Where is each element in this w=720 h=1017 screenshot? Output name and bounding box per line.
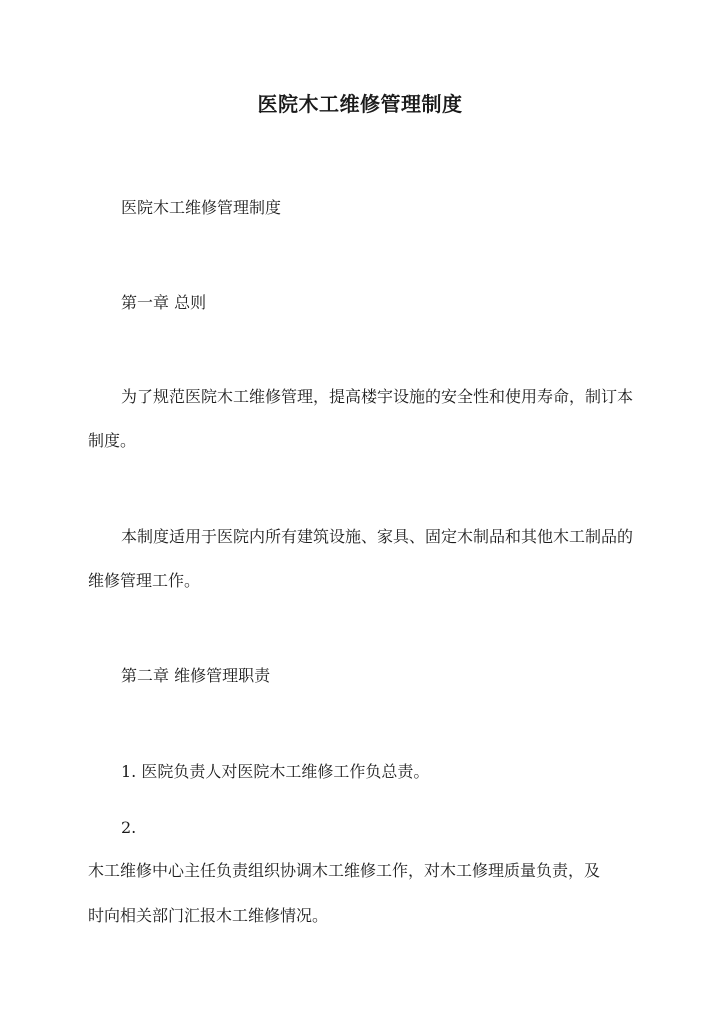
paragraph-purpose: 为了规范医院木工维修管理，提高楼宇设施的安全性和使用寿命，制订本制度。 [88,387,634,450]
chapter-1-heading: 第一章 总则 [121,293,207,312]
document-subtitle: 医院木工维修管理制度 [121,198,282,217]
list-item-2-number: 2. [121,818,137,837]
list-item-2-line-1: 木工维修中心主任负责组织协调木工维修工作，对木工修理质量负责，及 [88,861,601,880]
document-title: 医院木工维修管理制度 [257,92,463,116]
paragraph-scope: 本制度适用于医院内所有建筑设施、家具、固定木制品和其他木工制品的维修管理工作。 [88,527,634,590]
chapter-2-heading: 第二章 维修管理职责 [121,666,271,685]
list-item-2-line-2: 时向相关部门汇报木工维修情况。 [88,906,329,925]
list-item-1: 1. 医院负责人对医院木工维修工作负总责。 [121,762,430,781]
